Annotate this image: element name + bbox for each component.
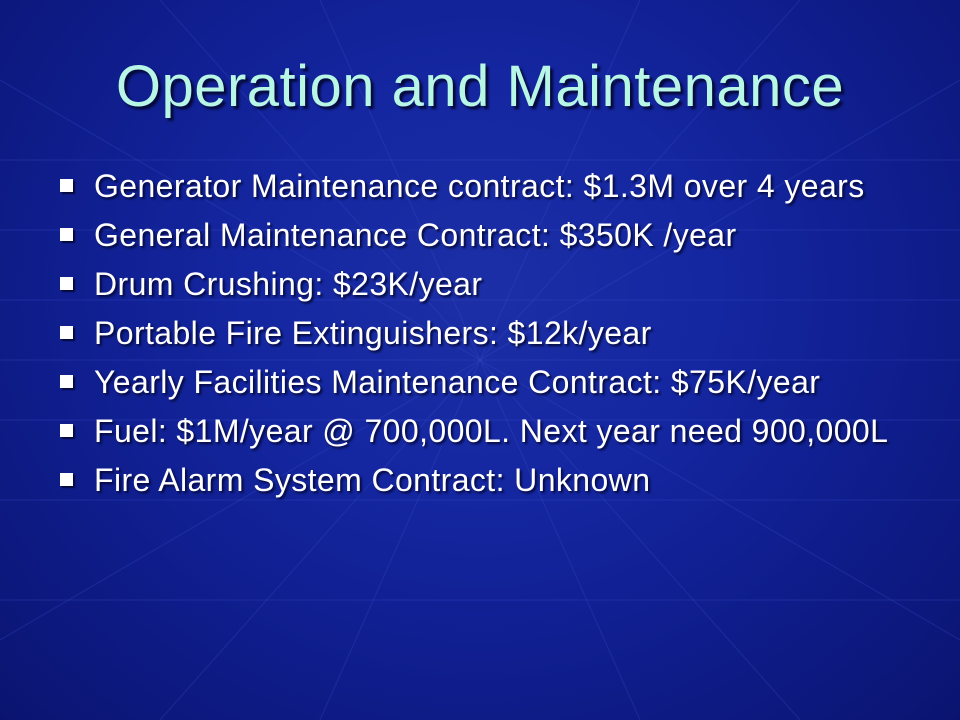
square-bullet-icon [60, 228, 73, 241]
bullet-item [56, 413, 896, 449]
bullet-text: General Maintenance Contract: $350K /year [94, 217, 737, 253]
bullet-text: Drum Crushing: $23K/year [94, 266, 483, 302]
square-bullet-icon [60, 277, 73, 290]
bullet-text: Fire Alarm System Contract: Unknown [94, 462, 651, 498]
square-bullet-icon [60, 375, 73, 388]
bullet-item [56, 266, 896, 302]
square-bullet-icon [60, 473, 73, 486]
bullet-text: Generator Maintenance contract: $1.3M over 4 years [94, 168, 865, 204]
bullet-text: Yearly Facilities Maintenance Contract: $75K/year [94, 364, 821, 400]
square-bullet-icon [60, 424, 73, 437]
bullet-text: Fuel: $1M/year @ 700,000L. Next year need 900,000L [94, 413, 889, 449]
bullet-item [56, 217, 896, 253]
bullet-item [56, 315, 896, 351]
bullet-item [56, 364, 896, 400]
square-bullet-icon [60, 179, 73, 192]
bullet-list [56, 168, 896, 511]
bullet-item [56, 168, 896, 204]
square-bullet-icon [60, 326, 73, 339]
bullet-text: Portable Fire Extinguishers: $12k/year [94, 315, 652, 351]
bullet-item [56, 462, 896, 498]
slide-title: Operation and Maintenance [115, 54, 845, 119]
